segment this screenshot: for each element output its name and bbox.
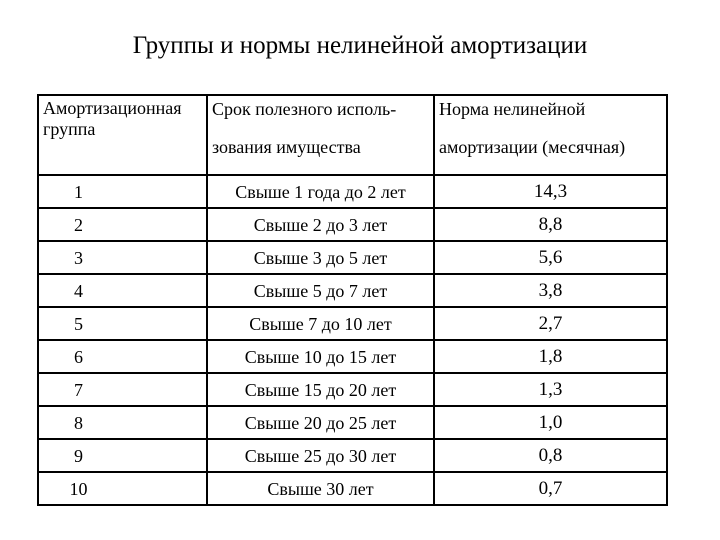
rate-cell: 1,0 bbox=[434, 406, 667, 439]
group-cell: 5 bbox=[38, 307, 207, 340]
term-cell: Свыше 7 до 10 лет bbox=[207, 307, 434, 340]
table-row bbox=[38, 274, 667, 307]
rate-cell: 1,8 bbox=[434, 340, 667, 373]
table-row bbox=[38, 373, 667, 406]
depreciation-norms-table bbox=[37, 94, 668, 506]
table-row bbox=[38, 340, 667, 373]
group-cell: 6 bbox=[38, 340, 207, 373]
header-line: группа bbox=[43, 119, 96, 139]
table-row bbox=[38, 175, 667, 208]
rate-cell: 14,3 bbox=[434, 175, 667, 208]
table-row bbox=[38, 307, 667, 340]
group-cell: 2 bbox=[38, 208, 207, 241]
term-cell: Свыше 20 до 25 лет bbox=[207, 406, 434, 439]
group-cell: 9 bbox=[38, 439, 207, 472]
rate-cell: 2,7 bbox=[434, 307, 667, 340]
header-line: Амортизационная bbox=[43, 98, 182, 118]
group-cell: 1 bbox=[38, 175, 207, 208]
term-cell: Свыше 5 до 7 лет bbox=[207, 274, 434, 307]
header-depreciation-rate bbox=[434, 95, 667, 175]
term-cell: Свыше 2 до 3 лет bbox=[207, 208, 434, 241]
header-depreciation-group bbox=[38, 95, 207, 175]
rate-cell: 8,8 bbox=[434, 208, 667, 241]
table-header-row bbox=[38, 95, 667, 175]
page-title: Группы и нормы нелинейной амортизации bbox=[132, 32, 588, 59]
group-cell: 4 bbox=[38, 274, 207, 307]
rate-cell: 0,7 bbox=[434, 472, 667, 505]
group-cell: 3 bbox=[38, 241, 207, 274]
rate-cell: 1,3 bbox=[434, 373, 667, 406]
rate-cell: 0,8 bbox=[434, 439, 667, 472]
header-line: Норма нелинейной bbox=[439, 99, 586, 119]
header-useful-life bbox=[207, 95, 434, 175]
rate-cell: 3,8 bbox=[434, 274, 667, 307]
term-cell: Свыше 25 до 30 лет bbox=[207, 439, 434, 472]
term-cell: Свыше 30 лет bbox=[207, 472, 434, 505]
rate-cell: 5,6 bbox=[434, 241, 667, 274]
group-cell: 8 bbox=[38, 406, 207, 439]
term-cell: Свыше 3 до 5 лет bbox=[207, 241, 434, 274]
group-cell: 7 bbox=[38, 373, 207, 406]
table-row bbox=[38, 472, 667, 505]
table-row bbox=[38, 208, 667, 241]
header-line: зования имущества bbox=[212, 137, 361, 157]
header-line: амортизации (месячная) bbox=[439, 137, 626, 157]
group-cell: 10 bbox=[38, 472, 207, 505]
table-row bbox=[38, 241, 667, 274]
header-line: Срок полезного исполь- bbox=[212, 99, 397, 119]
term-cell: Свыше 1 года до 2 лет bbox=[207, 175, 434, 208]
term-cell: Свыше 10 до 15 лет bbox=[207, 340, 434, 373]
table-row bbox=[38, 406, 667, 439]
table-row bbox=[38, 439, 667, 472]
term-cell: Свыше 15 до 20 лет bbox=[207, 373, 434, 406]
